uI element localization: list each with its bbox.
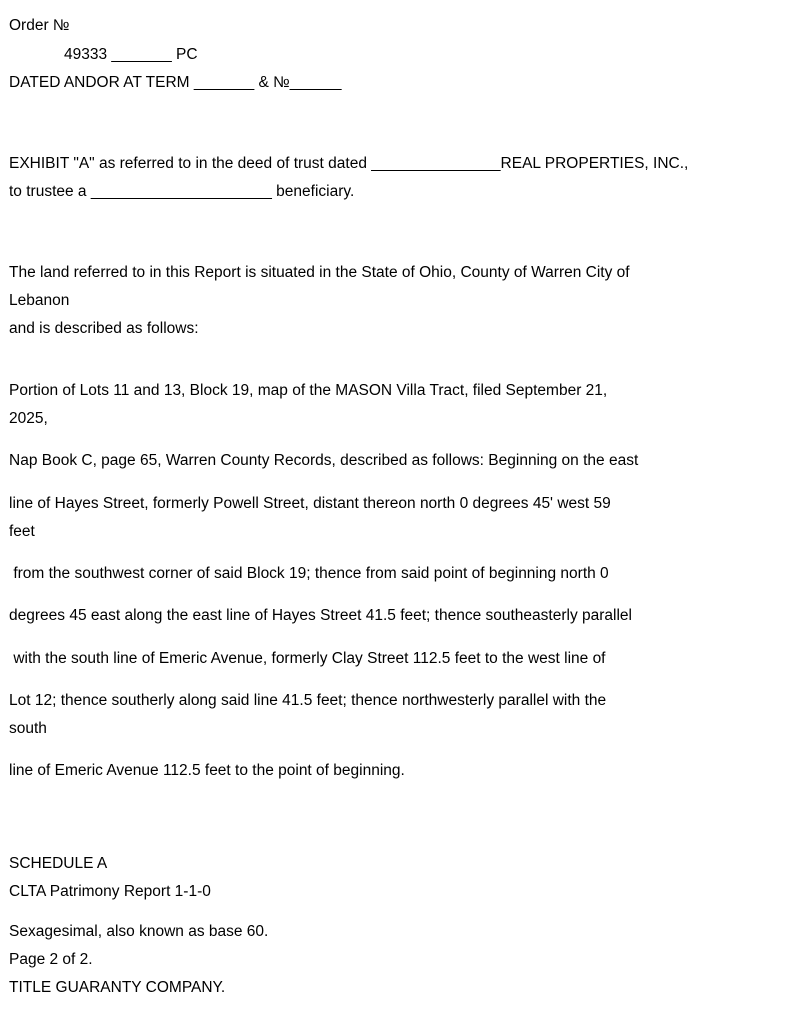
spacer-legal-5 <box>9 631 788 645</box>
spacer-after-legal-2 <box>9 838 788 850</box>
legal-line-5: feet <box>9 522 35 540</box>
spacer-legal-2 <box>9 476 788 490</box>
land-line-3: and is described as follows: <box>9 319 199 337</box>
spacer-legal-4 <box>9 588 788 602</box>
legal-line-9: Lot 12; thence southerly along said line 41.5 feet; thence northwesterly parallel with the <box>9 692 607 709</box>
legal-line-10: south <box>9 720 47 737</box>
legal-line-6: from the southwest corner of said Block 19; thence from said point of beginning north 0 <box>9 564 609 582</box>
land-line-1: The land referred to in this Report is situated in the State of Ohio, County of Warren City of <box>9 263 630 281</box>
legal-line-4: line of Hayes Street, formerly Powell Street, distant thereon north 0 degrees 45' west 59 <box>9 494 611 512</box>
company-name: TITLE GUARANTY COMPANY. <box>9 978 226 996</box>
legal-line-11: line of Emeric Avenue 112.5 feet to the point of beginning. <box>9 762 405 779</box>
base-note: Sexagesimal, also known as base 60. <box>9 922 269 940</box>
spacer-after-exhibit <box>9 207 788 259</box>
spacer-legal-6 <box>9 673 788 687</box>
spacer-legal-3 <box>9 546 788 560</box>
exhibit-line-1: EXHIBIT "A" as referred to in the deed of trust dated _______________REAL PROPERTIES, INC., <box>9 154 689 172</box>
page-number: Page 2 of 2. <box>9 950 93 968</box>
order-label: Order № <box>9 17 70 34</box>
report-label: CLTA Patrimony Report 1-1-0 <box>9 882 211 900</box>
spacer-after-legal <box>9 786 788 838</box>
spacer-after-header <box>9 98 788 150</box>
exhibit-line-2: to trustee a _____________________ beneficiary. <box>9 183 355 200</box>
spacer-after-land <box>9 343 788 377</box>
order-number-line: 49333 _______ PC <box>64 45 198 63</box>
schedule-label: SCHEDULE A <box>9 854 108 872</box>
dated-term-line: DATED ANDOR AT TERM _______ & №______ <box>9 74 342 91</box>
legal-line-1: Portion of Lots 11 and 13, Block 19, map of the MASON Villa Tract, filed September 21, <box>9 382 608 399</box>
legal-line-7: degrees 45 east along the east line of Hayes Street 41.5 feet; thence southeasterly parallel <box>9 607 632 624</box>
spacer-legal-1 <box>9 433 788 447</box>
spacer-legal-7 <box>9 743 788 757</box>
legal-line-2: 2025, <box>9 410 48 427</box>
spacer-footer <box>9 906 788 918</box>
legal-line-8: with the south line of Emeric Avenue, formerly Clay Street 112.5 feet to the west line of <box>9 649 606 667</box>
legal-line-3: Nap Book C, page 65, Warren County Records, described as follows: Beginning on the east <box>9 452 639 469</box>
land-line-2: Lebanon <box>9 291 70 309</box>
